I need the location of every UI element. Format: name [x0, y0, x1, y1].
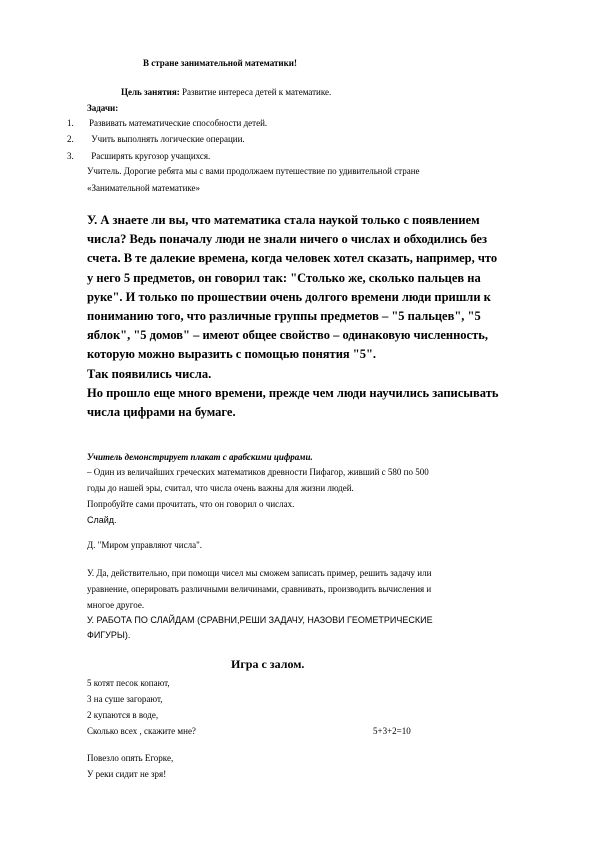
answer-line: У. Да, действительно, при помощи чисел мы сможем записать пример, решить задачу или: [87, 568, 432, 578]
task-text: Развивать математические способности детей.: [89, 118, 268, 128]
goal-label: Цель занятия:: [121, 87, 180, 97]
quote-line: Д. "Миром управляют числа".: [87, 540, 203, 550]
task-number: 3.: [67, 151, 74, 161]
slide-label: Слайд.: [87, 515, 117, 525]
teacher-intro-line: «Занимательной математике»: [87, 183, 201, 193]
answer-line: уравнение, оперировать различными величинами, сравнивать, производить вычисления и: [87, 584, 432, 594]
game-title: Игра с залом.: [231, 657, 305, 671]
main-paragraph: [87, 211, 557, 422]
poem-line: Сколько всех , скажите мне?: [87, 726, 196, 736]
slides-task-line: ФИГУРЫ).: [87, 630, 131, 640]
paragraph-line: у него 5 предметов, он говорил так: "Столько же, сколько пальцев на: [87, 270, 481, 285]
task-text: Расширять кругозор учащихся.: [89, 151, 211, 161]
poem-line: 2 купаются в воде,: [87, 710, 159, 720]
answer-line: многое другое.: [87, 600, 145, 610]
demo-note: Учитель демонстрирует плакат с арабскими цифрами.: [87, 452, 313, 462]
paragraph-line: числа цифрами на бумаге.: [87, 405, 236, 420]
pythagoras-line: Попробуйте сами прочитать, что он говорил о числах.: [87, 499, 295, 509]
tasks-heading: Задачи:: [87, 103, 119, 113]
task-item: [67, 151, 210, 161]
paragraph-line: яблок", "5 домов" – имеют общее свойство – одинаковую численность,: [87, 328, 488, 343]
lesson-goal: [121, 87, 331, 97]
pythagoras-line: годы до нашей эры, считал, что числа очень важны для жизни людей.: [87, 483, 354, 493]
paragraph-line: счета. В те далекие времена, когда человек хотел сказать, например, что: [87, 251, 498, 266]
paragraph-line: У. А знаете ли вы, что математика стала наукой только с появлением: [87, 213, 480, 227]
task-text: Учить выполнять логические операции.: [89, 134, 245, 144]
teacher-intro-line: Учитель. Дорогие ребята мы с вами продолжаем путешествие по удивительной стране: [87, 166, 420, 176]
equation: 5+3+2=10: [373, 726, 411, 736]
task-item: [67, 134, 245, 144]
task-item: [67, 118, 267, 128]
goal-text: Развитие интереса детей к математике.: [179, 87, 332, 97]
task-number: 1.: [67, 118, 74, 128]
paragraph-line: Но прошло еще много времени, прежде чем люди научились записывать: [87, 385, 499, 400]
poem-line: 5 котят песок копают,: [87, 678, 170, 688]
paragraph-line: руке". И только по прошествии очень долгого времени люди пришли к: [87, 289, 491, 304]
poem-line: У реки сидит не зря!: [87, 769, 167, 779]
poem-line: 3 на суше загорают,: [87, 694, 163, 704]
paragraph-line: числа? Ведь поначалу люди не знали ничего о числах и обходились без: [87, 232, 487, 247]
slides-task-line: У. РАБОТА ПО СЛАЙДАМ (СРАВНИ,РЕШИ ЗАДАЧУ, НАЗОВИ ГЕОМЕТРИЧЕСКИЕ: [87, 615, 433, 625]
paragraph-line: которую можно выразить с помощью понятия "5".: [87, 347, 377, 362]
paragraph-line: Так появились числа.: [87, 366, 212, 381]
page-title: В стране занимательной математики!: [143, 58, 297, 68]
pythagoras-line: – Один из величайших греческих математиков древности Пифагор, живший с 580 по 500: [87, 467, 429, 477]
paragraph-line: пониманию того, что различные группы предметов – "5 пальцев", "5: [87, 309, 481, 324]
poem-line: Повезло опять Егорке,: [87, 753, 174, 763]
task-number: 2.: [67, 134, 74, 144]
